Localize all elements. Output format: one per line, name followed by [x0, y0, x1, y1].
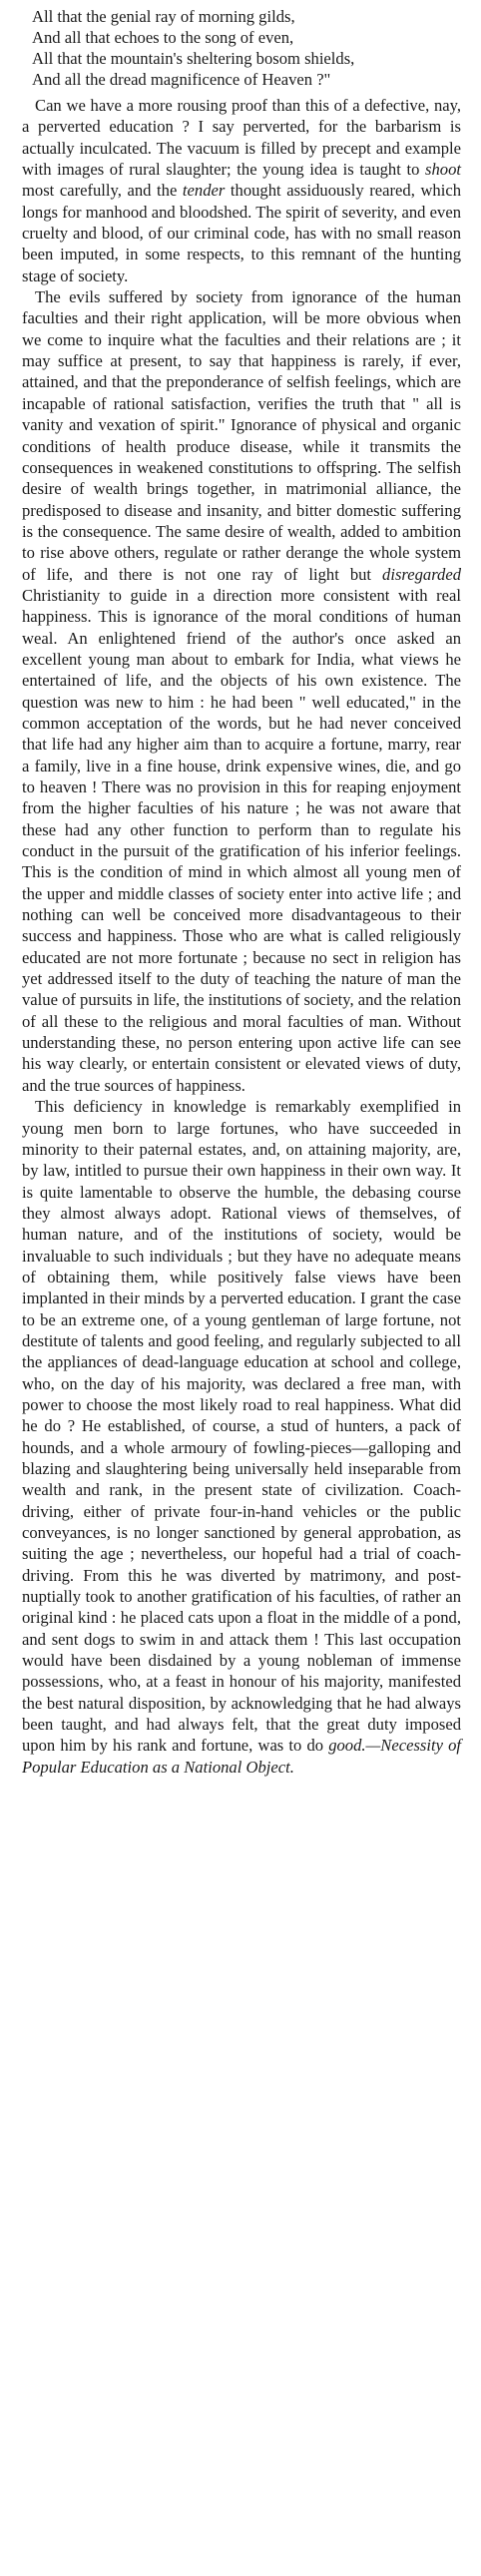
- text-run-italic: shoot: [425, 160, 461, 180]
- text-run: The evils suffered by society from ignorance of the human faculties and their right application, will be more obvious when we come to inquire what the faculties and their relations are ; it may suffice at present, to say that happiness is rarely, if ever, attained, and that the preponderance of selfish feelings, which are incapable of rational satisfaction, verifies the truth that " all is vanity and vexation of spirit." Ignorance of physical and organic conditions of health produce disease, while it transmits the consequences in weakened constitutions to offspring. The selfish desire of wealth brings together, in matrimonial alliance, the predisposed to disease and insanity, and bitter domestic suffering is the consequence. The same desire of wealth, added to ambition to rise above others, regulate or rather derange the whole system of life, and there is not one ray of light but: [22, 287, 461, 584]
- verse-line: All that the mountain's sheltering bosom shields,: [32, 49, 355, 68]
- paragraph-young-men-of-fortune: [22, 1096, 461, 1778]
- verse-quotation: [22, 6, 461, 90]
- source-citation: good.—Necessity of Popular Education as a National Object.: [22, 1736, 462, 1777]
- text-run: most carefully, and the: [22, 181, 183, 201]
- paragraph-hunting-barbarism: [22, 95, 461, 286]
- verse-line: And all the dread magnificence of Heaven ?": [32, 70, 331, 89]
- text-run: Christianity to guide in a direction more consistent with real happiness. This is ignorance of the moral conditions of human weal. An enlightened friend of the author's once asked an excellent young man about to embark for India, what views he entertained of life, and the objects of his own existence. The question was new to him : he had been " well educated," in the common acceptation of the words, but he had never conceived that life had any higher aim than to acquire a fortune, marry, rear a family, live in a fine house, drink expensive wines, die, and go to heaven ! There was no provision in this for reaping enjoyment from the higher faculties of his nature ; he was not aware that these had any other function to perform than to regulate his conduct in the pursuit of the gratification of his inferior feelings. This is the condition of mind in which almost all young men of the upper and middle classes of society enter into active life ; and nothing can well be conceived more disadvantageous to their success and happiness. Those who are what is called religiously educated are not more fortunate ; because no sect in religion has yet addressed itself to the duty of teaching the nature of man the value of pursuits in life, the institutions of society, and the relation of all these to the religious and moral faculties of man. Without understanding these, no person entering upon active life can see his way clearly, or entertain consistent or elevated views of duty, and the true sources of happiness.: [22, 585, 461, 1095]
- text-run: Can we have a more rousing proof than this of a defective, nay, a perverted education ? I say perverted, for the barbarism is actually inculcated. The vacuum is filled by precept and example with images of rural slaughter; the young idea is taught to: [22, 96, 461, 180]
- verse-line: And all that echoes to the song of even,: [32, 28, 294, 47]
- text-run: thought assiduously reared, which longs for manhood and bloodshed. The spirit of severity, and even cruelty and blood, of our criminal code, has with no small reason been imputed, in some respects, to this remnant of the hunting stage of society.: [22, 181, 461, 285]
- text-run-italic: disregarded: [382, 564, 461, 584]
- text-run: This deficiency in knowledge is remarkably exemplified in young men born to large fortunes, who have succeeded in minority to their paternal estates, and, on attaining majority, are, by law, intitled to pursue their own happiness in their own way. It is quite lamentable to observe the humble, the debasing course they almost always adopt. Rational views of themselves, of human nature, and of the institutions of society, would be invaluable to such individuals ; but they have no adequate means of obtaining them, while positively false views have been implanted in their minds by a perverted education. I grant the case to be an extreme one, of a young gentleman of large fortune, not destitute of talents and good feeling, and regularly subjected to all the appliances of dead-language education at school and college, who, on the day of his majority, was declared a free man, with power to choose the most likely road to real happiness. What did he do ? He established, of course, a stud of hunters, a pack of hounds, and a whole armoury of fowling-pieces—galloping and blazing and slaughtering being universally held inseparable from wealth and rank, in the present state of civilization. Coach-driving, either of private four-in-hand vehicles or the public conveyances, is no longer sanctioned by general approbation, as suiting the age ; nevertheless, our hopeful had a trial of coach-driving. From this he was diverted by matrimony, and post-nuptially took to another gratification of his faculties, of rather an original kind : he placed cats upon a float in the middle of a pond, and sent dogs to swim in and attack them ! This last occupation would have been disdained by a young nobleman of immense possessions, who, at a feast in honour of his majority, manifested the best natural disposition, by acknowledging that he had always been taught, and had always felt, that the great duty imposed upon him by his rank and fortune, was to do: [22, 1097, 461, 1756]
- text-run-italic: tender: [182, 181, 226, 201]
- verse-line: All that the genial ray of morning gilds,: [32, 7, 295, 26]
- paragraph-evils-of-ignorance: [22, 286, 461, 1096]
